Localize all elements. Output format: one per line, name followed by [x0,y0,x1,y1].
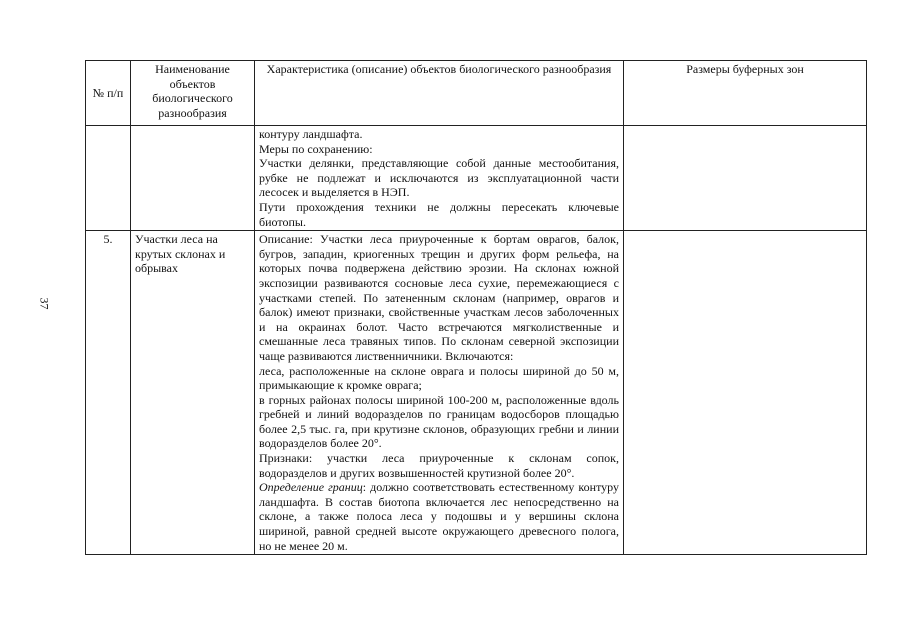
header-buffer: Размеры буферных зон [624,61,867,126]
table-header-row [86,61,867,126]
desc-paragraph: в горных районах полосы шириной 100-200 м, расположенные вдоль гребней и линий водоразделов по границам водосборов площадью более 2,5 тыс. га, при крутизне склонов, образующих гребни и линии водоразделов более 20°. [259,392,619,451]
header-name: Наименование объектов биологического разнообразия [131,61,255,126]
boundary-text: : должно соответствовать естественному контуру ландшафта. В состав биотопа включается лес непосредственно на склоне, а также полоса леса у подошвы и у вершины склона шириной, равной средней высоте окружающего древесного полога, но не менее 20 м. [259,480,619,553]
cell-buffer [624,231,867,555]
header-num: № п/п [86,61,131,126]
desc-line: контуру ландшафта. [259,127,363,141]
cell-num-empty [86,126,131,231]
cell-desc [255,231,624,555]
desc-paragraph [259,480,619,553]
desc-paragraph: леса, расположенные на склоне оврага и полосы шириной до 50 м, примыкающие к кромке оврага; [259,363,619,393]
page-number: 37 [37,297,52,310]
cell-buffer-empty [624,126,867,231]
cell-desc-continued [255,126,624,231]
desc-line: Пути прохождения техники не должны пересекать ключевые биотопы. [259,199,619,229]
desc-paragraph: Признаки: участки леса приуроченные к склонам сопок, водоразделов и других возвышенностей крутизной более 20°. [259,451,619,480]
cell-num: 5. [86,231,131,555]
boundary-label: Определение границ [259,480,363,495]
desc-line: Меры по сохранению: [259,141,373,156]
cell-name: Участки леса на крутых склонах и обрывах [131,231,255,555]
table-row [86,231,867,555]
header-desc: Характеристика (описание) объектов биологического разнообразия [255,61,624,126]
table-row [86,126,867,231]
desc-paragraph: Описание: Участки леса приуроченные к бортам оврагов, балок, бугров, западин, криогенных трещин и других форм рельефа, на которых почва подвержена действию эрозии. На склонах южной экспозиции развиваются сосновые леса сухие, перемежающиеся с участками степей. По затененным склонам (например, оврагов и балок) имеют признаки, свойственные участкам лесов заболоченных и на окраинах болот. Часто встречаются мягколиственные и смешанные леса травяных типов. По склонам северной экспозиции чаще развиваются лиственничники. Включаются: [259,232,619,363]
biodiversity-table [85,60,867,555]
desc-line: Участки делянки, представляющие собой данные местообитания, рубке не подлежат и исключаются из эксплуатационной части лесосек и выделяется в НЭП. [259,156,619,200]
cell-name-empty [131,126,255,231]
